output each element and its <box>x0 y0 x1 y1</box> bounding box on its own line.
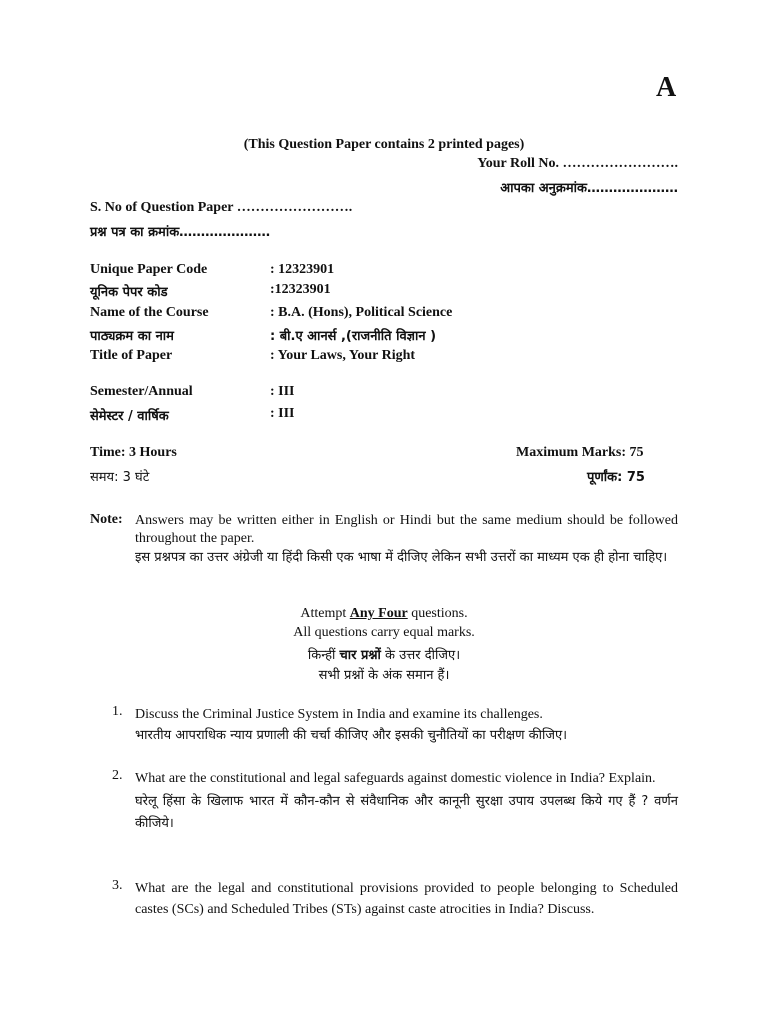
unique-paper-code-label: Unique Paper Code <box>90 262 208 277</box>
sno-question-paper-hi: प्रश्न पत्र का क्रमांक………………… <box>90 225 271 240</box>
course-name-value: : B.A. (Hons), Political Science <box>270 305 453 320</box>
semester-value: : III <box>270 384 295 399</box>
course-name-label-hi: पाठ्यक्रम का नाम <box>90 329 174 344</box>
course-name-value-hi: : बी.ए आनर्स ,(राजनीति विज्ञान ) <box>270 329 437 344</box>
semester-value-hi: : III <box>270 406 295 421</box>
sno-question-paper: S. No of Question Paper ……………………. <box>90 200 353 215</box>
question-1 <box>135 704 678 746</box>
attempt-instruction: Attempt Any Four questions. <box>300 606 468 621</box>
paper-title-value: : Your Laws, Your Right <box>270 348 416 363</box>
note-text-hi: इस प्रश्नपत्र का उत्तर अंग्रेजी या हिंदी किसी एक भाषा में दीजिए लेकिन सभी उत्तरों का माध्यम एक ही होना चाहिए। <box>135 550 668 565</box>
roll-no-hi: आपका अनुक्रमांक………………… <box>500 181 678 196</box>
attempt-count: Any Four <box>349 606 408 621</box>
question-1-en: Discuss the Criminal Justice System in India and examine its challenges. <box>135 707 543 722</box>
note-text-en: Answers may be written either in English or Hindi but the same medium should be followed throughout the paper. <box>135 513 678 546</box>
question-number: 3. <box>112 878 123 893</box>
semester-label-hi: सेमेस्टर / वार्षिक <box>90 409 169 424</box>
question-2 <box>135 768 678 835</box>
question-number: 2. <box>112 768 123 783</box>
attempt-instruction-hi: किन्हीं चार प्रश्नों के उत्तर दीजिए। <box>307 648 461 663</box>
note-text <box>135 512 678 568</box>
equal-marks-instruction: All questions carry equal marks. <box>293 625 475 640</box>
max-marks-hi: पूर्णांक: 75 <box>587 470 645 485</box>
note-label: Note: <box>90 512 123 527</box>
time-hi: समय: 3 घंटे <box>90 470 150 485</box>
question-2-en: What are the constitutional and legal safeguards against domestic violence in India? Explain. <box>135 771 656 786</box>
pages-note: (This Question Paper contains 2 printed pages) <box>243 137 525 152</box>
question-2-hi: घरेलू हिंसा के खिलाफ भारत में कौन-कौन से संवैधानिक और कानूनी सुरक्षा उपाय उपलब्ध किये गए हैं ? वर्णन कीजिये। <box>135 794 678 831</box>
paper-title-label: Title of Paper <box>90 348 173 363</box>
question-3-en: What are the legal and constitutional provisions provided to people belonging to Scheduled castes (SCs) and Scheduled Tribes (STs) against caste atrocities in India? Discuss. <box>135 881 678 917</box>
question-3 <box>135 878 678 920</box>
question-1-hi: भारतीय आपराधिक न्याय प्रणाली की चर्चा कीजिए और इसकी चुनौतियों का परीक्षण कीजिए। <box>135 728 568 743</box>
time-en: Time: 3 Hours <box>90 445 177 460</box>
question-number: 1. <box>112 704 123 719</box>
max-marks-en: Maximum Marks: 75 <box>516 445 644 460</box>
set-letter: A <box>656 72 677 103</box>
roll-no: Your Roll No. ……………………. <box>477 156 678 171</box>
course-name-label: Name of the Course <box>90 305 209 320</box>
equal-marks-instruction-hi: सभी प्रश्नों के अंक समान हैं। <box>318 668 450 683</box>
unique-paper-code-value-hi: :12323901 <box>270 282 331 297</box>
unique-paper-code-label-hi: यूनिक पेपर कोड <box>90 285 168 300</box>
attempt-count-hi: चार प्रश्नों <box>339 648 381 663</box>
semester-label: Semester/Annual <box>90 384 193 399</box>
unique-paper-code-value: : 12323901 <box>270 262 335 277</box>
